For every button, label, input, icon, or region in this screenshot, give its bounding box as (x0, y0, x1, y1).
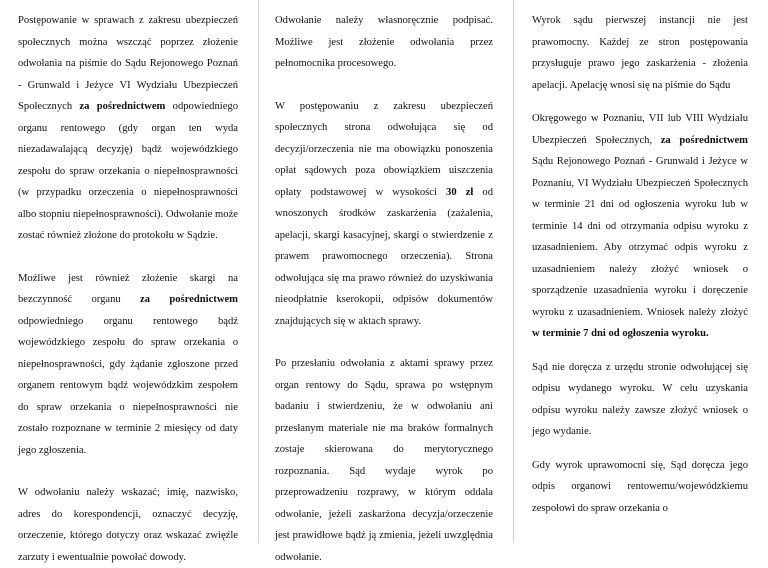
paragraph-judgment-appeal: Wyrok sądu pierwszej instancji nie jest prawomocny. Każdej ze stron postępowania przysługuje prawo jego zaskarżenia - złożenia apelacji. Apelację wnosi się na piśmie do Sądu (532, 15, 748, 91)
column-1 (18, 10, 238, 568)
paragraph-appeal-contents: W odwołaniu należy wskazać; imię, nazwisko, adres do korespondencji, oznaczyć decyzję, orzeczenie, którego dotyczy oraz wskazać zwięźle zarzuty i ewentualnie powołać dowody. (18, 487, 238, 563)
paragraph-appeal-deadline: Okręgowego w Poznaniu, VII lub VIII Wydziału Ubezpieczeń Społecznych, za pośrednictwem Sądu Rejonowego Poznań - Grunwald i Jeżyce w Poznaniu, VI Wydziału Ubezpieczeń Społecznych w terminie 21 dni od ogłoszenia wyroku lub w terminie 14 dni od otrzymania odpisu wyroku z uzasadnieniem. Aby otrzymać odpis wyroku z uzasadnieniem należy złożyć wniosek o sporządzenie uzasadnienia wyroku i doręczenie wyroku z uzasadnieniem. Wniosek należy złożyć w terminie 7 dni od ogłoszenia wyroku. (532, 113, 748, 339)
column-3 (532, 10, 748, 519)
column-divider (258, 0, 259, 543)
paragraph-final-judgment: Gdy wyrok uprawomocni się, Sąd doręcza jego odpis organowi rentowemu/wojewódzkiemu zespołowi do spraw orzekania o (532, 459, 748, 514)
paragraph-inaction-complaint: Możliwe jest również złożenie skargi na bezczynność organu za pośrednictwem odpowiedniego organu rentowego bądź wojewódzkiego zespołu do spraw orzekania o niepełnosprawności, gdy żądanie zgłoszone przed organem rentowym bądź wojewódzkim zespołem do spraw orzekania o niepełnosprawności nie zostało rozpoznane w terminie 2 miesięcy od daty jego zgłoszenia. (18, 272, 239, 456)
column-divider (513, 0, 514, 543)
paragraph-appeal-filing: Postępowanie w sprawach z zakresu ubezpieczeń społecznych można wszcząć poprzez złożenie odwołania na piśmie do Sądu Rejonowego Poznań - Grunwald i Jeżyce VI Wydziału Ubezpieczeń Społecznych za pośrednictwem odpowiedniego organu rentowego (gdy organ ten wyda niezadawalającą decyzję) bądź wojewódzkiego zespołu do spraw orzekania o niepełnosprawności (w przypadku orzeczenia o niepełnosprawności albo stopniu niepełnosprawności). Odwołanie może zostać również złożone do protokołu w Sądzie. (18, 15, 238, 241)
paragraph-judgment-copy: Sąd nie doręcza z urzędu stronie odwołującej się odpisu wydanego wyroku. W celu uzyskania odpisu wyroku należy zawsze złożyć wniosek o jego wydanie. (532, 361, 748, 437)
paragraph-proceedings: Po przesłaniu odwołania z aktami sprawy przez organ rentowy do Sądu, sprawa po wstępnym badaniu i stwierdzeniu, że w odwołaniu ani przesłanym materiale nie ma braków formalnych zostaje skierowana do merytorycznego rozpoznania. Sąd wydaje wyrok po przeprowadzeniu rozprawy, w którym oddala odwołanie, jeżeli zaskarżona decyzja/orzeczenie jest prawidłowe bądź ją zmienia, jeżeli uwzględnia odwołanie. (275, 358, 493, 563)
paragraph-signature: Odwołanie należy własnoręcznie podpisać. Możliwe jest złożenie odwołania przez pełnomocnika procesowego. (275, 15, 493, 69)
paragraph-court-fees: W postępowaniu z zakresu ubezpieczeń społecznych strona odwołująca się od decyzji/orzeczenia nie ma obowiązku ponoszenia opłat sądowych poza obowiązkiem uiszczenia opłaty podstawowej w wysokości 30 zł od wnoszonych środków zaskarżenia (zażalenia, apelacji, skargi kasacyjnej, skargi o stwierdzenie z prawem prawomocnego orzeczenia). Strona odwołująca się ma prawo również do uzyskiwania nieodpłatnie kserokopii, odpisów dokumentów znajdujących się w aktach sprawy. (275, 100, 494, 327)
column-2 (275, 10, 493, 568)
